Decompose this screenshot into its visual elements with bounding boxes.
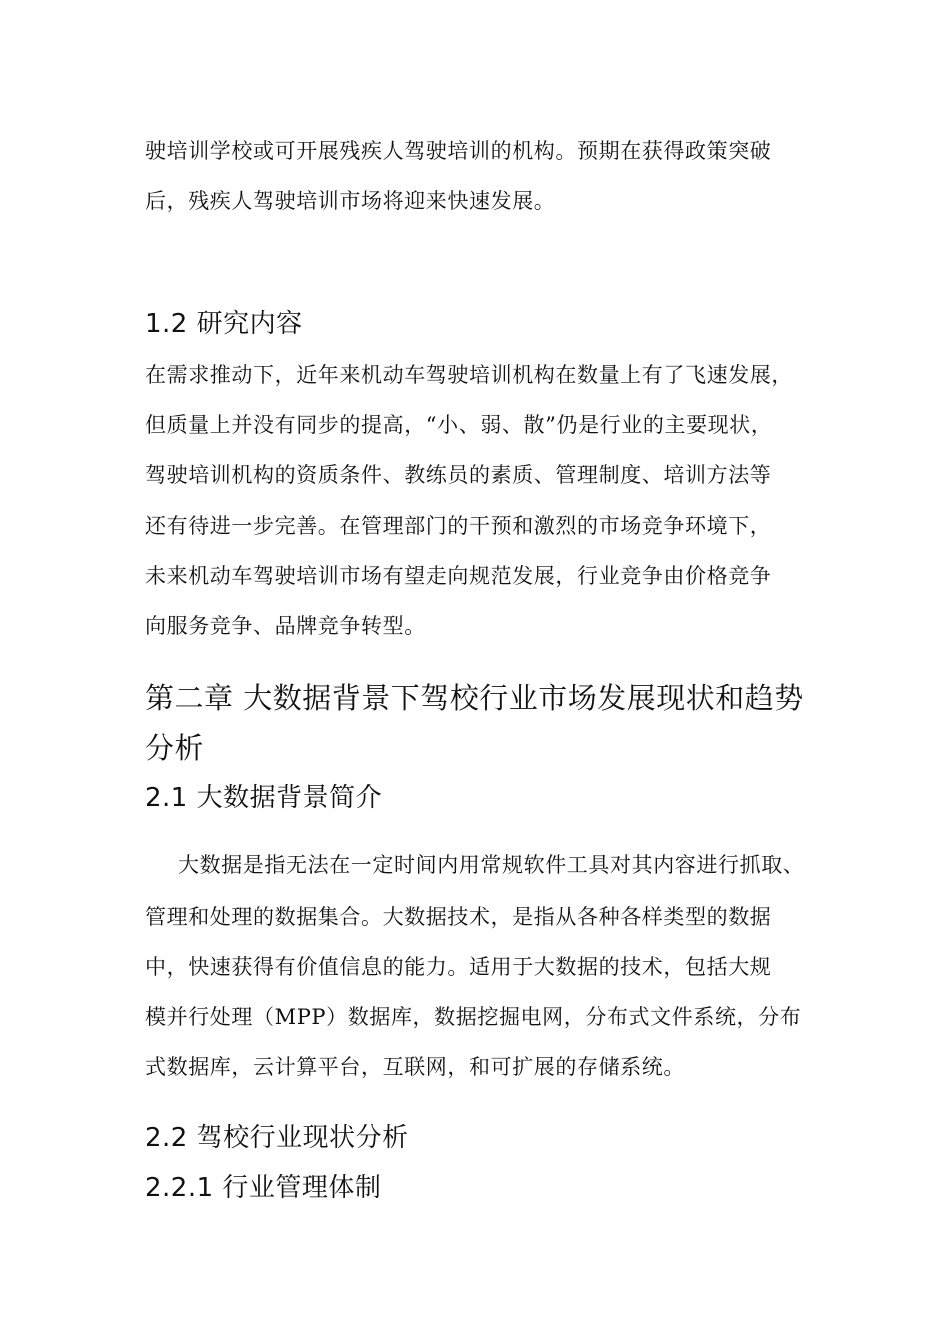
section-heading-2-1: 2.1 大数据背景简介 <box>145 783 383 813</box>
paragraph-line: 模并行处理（MPP）数据库，数据挖掘电网，分布式文件系统，分布 <box>145 1005 802 1029</box>
paragraph-line: 还有待进一步完善。在管理部门的干预和激烈的市场竞争环境下， <box>145 514 772 538</box>
paragraph-line: 中，快速获得有价值信息的能力。适用于大数据的技术，包括大规 <box>145 955 772 979</box>
section-heading-2-2-1: 2.2.1 行业管理体制 <box>145 1173 382 1203</box>
paragraph-line: 后，残疾人驾驶培训市场将迎来快速发展。 <box>145 189 556 213</box>
paragraph-line: 但质量上并没有同步的提高，“小、弱、散”仍是行业的主要现状， <box>145 413 773 437</box>
section-heading-1-2: 1.2 研究内容 <box>145 309 303 339</box>
paragraph-line: 未来机动车驾驶培训市场有望走向规范发展，行业竞争由价格竞争 <box>145 564 772 588</box>
paragraph-line: 驾驶培训机构的资质条件、教练员的素质、管理制度、培训方法等 <box>145 463 772 487</box>
paragraph-line: 在需求推动下，近年来机动车驾驶培训机构在数量上有了飞速发展， <box>145 363 793 387</box>
section-heading-2-2: 2.2 驾校行业现状分析 <box>145 1123 409 1153</box>
paragraph-line: 大数据是指无法在一定时间内用常规软件工具对其内容进行抓取、 <box>178 853 805 877</box>
paragraph-line: 式数据库，云计算平台，互联网，和可扩展的存储系统。 <box>145 1055 685 1079</box>
chapter-title: 第二章 大数据背景下驾校行业市场发展现状和趋势 <box>145 681 804 715</box>
chapter-title-continued: 分析 <box>145 731 205 765</box>
paragraph-line: 管理和处理的数据集合。大数据技术，是指从各种各样类型的数据 <box>145 905 772 929</box>
paragraph-line: 向服务竞争、品牌竞争转型。 <box>145 614 426 638</box>
paragraph-line: 驶培训学校或可开展残疾人驾驶培训的机构。预期在获得政策突破 <box>145 139 772 163</box>
